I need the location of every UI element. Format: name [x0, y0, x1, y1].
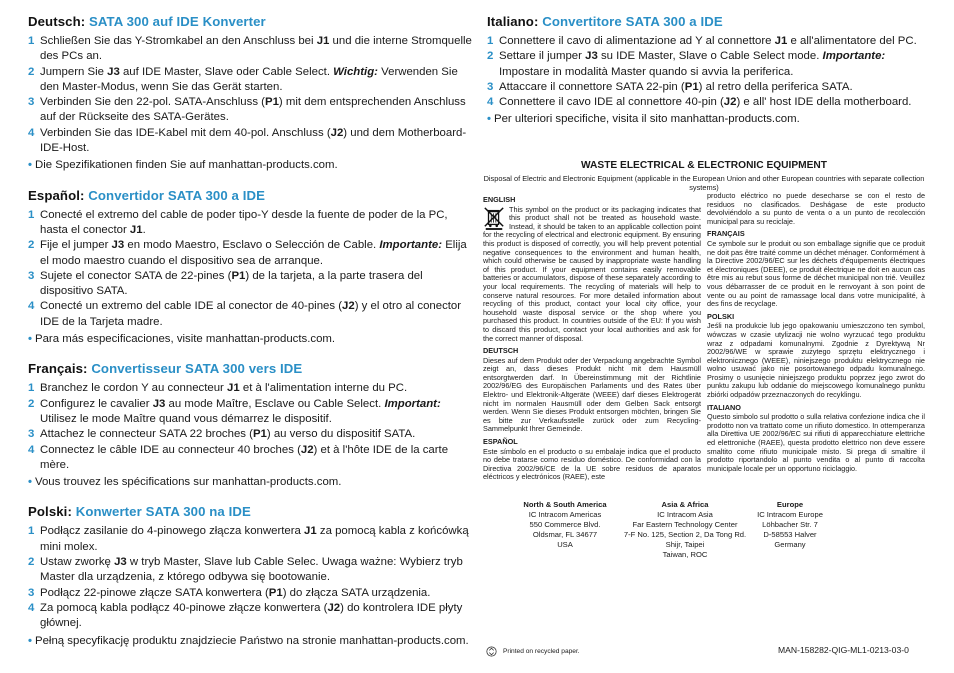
step-text: Conecté el extremo del cable de poder tipo-Y desde la fuente de poder de la PC, hasta el conector J1. [40, 208, 448, 236]
step-number: 2 [28, 239, 35, 252]
office-region: Asia & Africa [661, 500, 709, 509]
bullet-icon: • [487, 113, 491, 126]
step-text: Attachez le connecteur SATA 22 broches (P1) au verso du dispositif SATA. [40, 428, 416, 441]
spec-note-text: Per ulteriori specifiche, visita il sito manhattan-products.com. [494, 113, 800, 126]
weee-column-1 [483, 192, 701, 482]
weee-language-heading: POLSKI [707, 311, 735, 321]
section-title [28, 188, 472, 203]
step-number: 4 [28, 300, 35, 313]
weee-paragraph: Este símbolo en el producto o su embalaje indica que el producto no debe tratarse como residuo doméstico. De conformidad con la Directiva 2002/96/CE de la UE sobre residuos de aparatos eléctricos y electrónicos (RAEE), este [483, 446, 701, 482]
office-americas [520, 500, 610, 550]
instruction-step [28, 524, 472, 555]
step-number: 4 [28, 126, 35, 139]
step-text: Connettere il cavo IDE al connettore 40-pin (J2) e all' host IDE della motherboard. [499, 96, 912, 109]
weee-subtitle: Disposal of Electric and Electronic Equipment (applicable in the European Union and other European countries with separate collection systems) [483, 174, 925, 192]
instruction-step [28, 269, 472, 300]
step-number: 2 [28, 65, 35, 78]
step-text: Schließen Sie das Y-Stromkabel an den Anschluss bei J1 und die interne Stromquelle des PCs an. [40, 35, 472, 63]
office-address-line: Far Eastern Technology Center [632, 520, 738, 529]
recycled-note [486, 646, 580, 657]
spec-note-text: Pełną specyfikację produktu znajdziecie Państwo na stronie manhattan-products.com. [35, 634, 469, 647]
step-number: 1 [28, 208, 35, 221]
language-label: Polski: [28, 504, 72, 520]
product-name: Convertidor SATA 300 a IDE [88, 187, 266, 203]
right-column [487, 14, 923, 142]
weee-paragraph: Jeśli na produkcie lub jego opakowaniu umieszczono ten symbol, wówczas w czasie utylizacji nie wolno wyrzucać tego produktu wraz z odpadami komunalnymi. Zgodnie z Dyrektywą Nr 2002/96/WE w sprawie zużytego sprzętu elektrycznego i elektronicznego (WEEE), niniejszego produktu elektrycznego nie wolno usuwać jako nie posortowanego odpadu komunalnego. Prosimy o usunięcie niniejszego produktu poprzez jego zwrot do punktu zakupu lub oddanie do miejscowego komunalnego punktu zbiórki odpadów przeznaczonych do recyklingu. [707, 321, 925, 400]
document-code: MAN-158282-QIG-ML1-0213-03-0 [778, 645, 909, 655]
weee-paragraph: producto eléctrico no puede desecharse se con el resto de residuos no clasificados. Deshágase de este producto devolviéndolo a su punto de venta o a un punto de recolección municipal para su reciclaje. [707, 191, 925, 226]
instruction-step [28, 397, 472, 428]
instruction-step [28, 299, 472, 330]
espanol-section [28, 188, 472, 348]
step-number: 1 [28, 35, 35, 47]
office-address-line: USA [557, 540, 573, 549]
bullet-icon: • [28, 159, 32, 172]
office-address-line: IC Intracom Asia [657, 510, 713, 519]
recycle-icon [486, 646, 497, 657]
office-address-line: Germany [774, 540, 806, 549]
product-name: SATA 300 auf IDE Konverter [89, 14, 266, 29]
spec-note [28, 475, 472, 490]
instruction-steps [487, 34, 923, 110]
spec-note [487, 112, 923, 127]
weee-column-2 [707, 192, 925, 473]
section-title [28, 14, 472, 29]
step-text: Fije el jumper J3 en modo Maestro, Esclavo o Selección de Cable. Importante: Elija el modo maestro cuando el dispositivo sea de arranque. [40, 239, 467, 267]
step-number: 1 [28, 525, 35, 538]
bullet-icon: • [28, 333, 32, 346]
office-address-line: Oldsmar, FL 34677 [532, 530, 598, 539]
instruction-steps [28, 524, 472, 631]
step-number: 4 [28, 443, 35, 456]
step-number: 4 [28, 601, 35, 614]
language-label: Italiano: [487, 14, 539, 29]
step-text: Connettere il cavo di alimentazione ad Y al connettore J1 e all'alimentatore del PC. [499, 35, 917, 47]
spec-note-text: Vous trouvez les spécifications sur manhattan-products.com. [35, 476, 342, 489]
italiano-section [487, 14, 923, 128]
step-text: Podłącz 22-pinowe złącze SATA konwertera (P1) do złącza SATA urządzenia. [40, 586, 431, 599]
weee-paragraph: Dieses auf dem Produkt oder der Verpackung angebrachte Symbol zeigt an, dass dieses Produkt nicht mit dem Hausmüll entsorgtwerden darf. In Übereinstimmung mit der Richtlinie 2002/96/EG des Europäischen Parlaments und des Rates über Elektro- und Elektronik-Altgeräte (WEEE) darf dieses Elektrogerät nicht im normalen Hausmüll oder dem Gelben Sack entsorgt werden. Wenn Sie dieses Produkt entsorgen möchten, bringen Sie es bitte zur Verkaufsstelle zurück oder zum Recycling-Sammelpunkt Ihrer Gemeinde. [483, 355, 701, 434]
step-text: Connectez le câble IDE au connecteur 40 broches (J2) et à l'hôte IDE de la carte mère. [40, 443, 449, 471]
weee-language-heading: ENGLISH [483, 195, 516, 204]
office-region: North & South America [523, 500, 607, 509]
francais-section [28, 361, 472, 490]
weee-language-heading: DEUTSCH [483, 346, 519, 356]
crossed-out-wheelie-bin-icon [483, 206, 505, 230]
step-number: 2 [487, 50, 494, 63]
instruction-step [28, 34, 472, 65]
weee-paragraph: Ce symbole sur le produit ou son emballage signifie que ce produit ne doit pas être traité comme un déchet ménager. Conformément à la Directive 2002/96/EC sur les déchets d'équipements électriques et électroniques (DEEE), ce produit électrique ne doit en aucun cas être mis au rebut sous forme de déchet municipal non trié. Veuillez vous débarrasser de ce produit en le renvoyant à son point de vente ou au point de ramassage local dans votre municipalité, à des fins de recyclage. [707, 238, 925, 309]
language-label: Español: [28, 187, 85, 203]
office-europe [720, 500, 860, 550]
instruction-step [28, 427, 472, 442]
office-address-line: Shijr, Taipei [665, 540, 705, 549]
step-text: Branchez le cordon Y au connecteur J1 et à l'alimentation interne du PC. [40, 382, 408, 395]
section-title [487, 14, 923, 29]
step-number: 3 [28, 586, 35, 599]
instruction-step [28, 381, 472, 396]
step-text: Podłącz zasilanie do 4-pinowego złącza konwertera J1 za pomocą kabla z końcówką mini molex. [40, 525, 469, 553]
spec-note [28, 158, 472, 173]
bullet-icon: • [28, 476, 32, 489]
step-text: Attaccare il connettore SATA 22-pin (P1) al retro della periferica SATA. [499, 80, 853, 93]
step-number: 4 [487, 96, 494, 109]
instruction-step [28, 601, 472, 632]
step-text: Ustaw zworkę J3 w tryb Master, Slave lub Cable Selec. Uwaga ważne: Wybierz tryb Master dla urządzenia, z którego odbywa się bootowanie. [40, 556, 463, 584]
spec-note [28, 634, 472, 649]
language-label: Deutsch: [28, 14, 86, 29]
step-number: 3 [28, 96, 35, 109]
step-number: 2 [28, 556, 35, 569]
left-column [28, 14, 472, 663]
step-number: 3 [487, 80, 494, 93]
product-name: Konwerter SATA 300 na IDE [75, 504, 251, 520]
step-number: 3 [28, 428, 35, 441]
office-address-line: IC Intracom Americas [528, 510, 602, 519]
instruction-step [28, 208, 472, 239]
instruction-steps [28, 208, 472, 330]
office-address-line: 7-F No. 125, Section 2, Da Tong Rd. [623, 530, 747, 539]
instruction-step [487, 49, 923, 80]
spec-note-text: Para más especificaciones, visite manhattan-products.com. [35, 333, 336, 346]
instruction-step [487, 34, 923, 49]
instruction-step [28, 555, 472, 586]
instruction-step [28, 238, 472, 269]
office-region: Europe [776, 500, 804, 509]
product-name: Convertitore SATA 300 a IDE [542, 14, 723, 29]
instruction-step [28, 126, 472, 157]
step-text: Za pomocą kabla podłącz 40-pinowe złącze konwertera (J2) do kontrolera IDE płyty głównej. [40, 601, 463, 630]
step-number: 2 [28, 397, 35, 410]
language-label: Français: [28, 361, 88, 377]
instruction-step [28, 586, 472, 601]
instruction-step [28, 95, 472, 126]
weee-language-heading: FRANÇAIS [707, 229, 745, 239]
deutsch-section [28, 14, 472, 174]
office-address-line: Löhbacher Str. 7 [762, 520, 818, 529]
section-title [28, 504, 472, 519]
step-number: 1 [28, 382, 35, 395]
spec-note [28, 332, 472, 347]
step-text: Verbinden Sie den 22-pol. SATA-Anschluss (P1) mit dem entsprechenden Anschluss auf der Rückseite des SATA-Gerätes. [40, 96, 466, 124]
step-text: Configurez le cavalier J3 au mode Maître, Esclave ou Cable Select. Important: Utilisez le mode Maître quand vous démarrez le dispositif. [40, 397, 441, 425]
section-title [28, 361, 472, 376]
weee-paragraph: This symbol on the product or its packaging indicates that this product shall not be treated as household waste. Instead, it should be taken to an applicable collection point for the recycling of electrical and electronic equipment. By ensuring this product is disposed of correctly, you will help prevent potential negative consequences to the environment and human health, which could otherwise be caused by inappropriate waste handling of this product. If your equipment contains easily removable batteries or accumulators, dispose of these separately according to your local requirements. The recycling of materials will help to conserve natural resources. For more detailed information about recycling of this product, contact your local city office, your household waste disposal service or the shop where you purchased this product. In countries outside of the EU: If you wish to discard this product, contact your local authorities and ask for the correct manner of disposal. [483, 204, 701, 343]
instruction-step [487, 95, 923, 110]
step-text: Settare il jumper J3 su IDE Master, Slave o Cable Select mode. Importante: Impostare in modalità Master quando si avvia la periferica. [499, 50, 886, 78]
weee-paragraph: Questo simbolo sul prodotto o sulla relativa confezione indica che il prodotto non va trattato come un rifiuto domestico. In ottemperanza alla Direttiva UE 2002/96/EC sui rifiuti di apparecchiature elettriche ed elettroniche (RAEE), questa prodotto elettrico non deve essere smaltito come rifiuto municipale misto. Si prega di smaltire il prodotto riportandolo al punto vendita o al punto di raccolta municipale locale per un opportuno riciclaggio. [707, 412, 925, 473]
product-name: Convertisseur SATA 300 vers IDE [91, 361, 303, 377]
weee-title: WASTE ELECTRICAL & ELECTRONIC EQUIPMENT [580, 160, 828, 171]
step-text: Sujete el conector SATA de 22-pines (P1) de la tarjeta, a la parte trasera del dispositivo SATA. [40, 269, 423, 298]
spec-note-text: Die Spezifikationen finden Sie auf manhattan-products.com. [35, 159, 338, 172]
weee-language-heading: ITALIANO [707, 402, 741, 412]
bullet-icon: • [28, 634, 32, 647]
polski-section [28, 504, 472, 648]
instruction-step [28, 65, 472, 96]
step-number: 1 [487, 35, 494, 47]
office-address-line: D-58553 Halver [763, 530, 817, 539]
step-text: Conecté un extremo del cable IDE al conector de 40-pines (J2) y el otro al conector IDE de la Tarjeta madre. [40, 300, 462, 328]
office-address-line: Taiwan, ROC [662, 550, 708, 559]
step-number: 3 [28, 269, 35, 282]
recycled-text: Printed on recycled paper. [503, 648, 580, 655]
weee-language-heading: ESPAÑOL [483, 437, 518, 447]
step-text: Jumpern Sie J3 auf IDE Master, Slave oder Cable Select. Wichtig: Verwenden Sie den Master-Modus, wenn Sie das Gerät starten. [40, 65, 458, 93]
step-text: Verbinden Sie das IDE-Kabel mit dem 40-pol. Anschluss (J2) und dem Motherboard-IDE-Host. [40, 126, 467, 155]
instruction-steps [28, 34, 472, 156]
office-address-line: IC Intracom Europe [757, 510, 823, 519]
instruction-step [487, 80, 923, 95]
instruction-step [28, 443, 472, 474]
instruction-steps [28, 381, 472, 473]
office-address-line: 550 Commerce Blvd. [529, 520, 601, 529]
